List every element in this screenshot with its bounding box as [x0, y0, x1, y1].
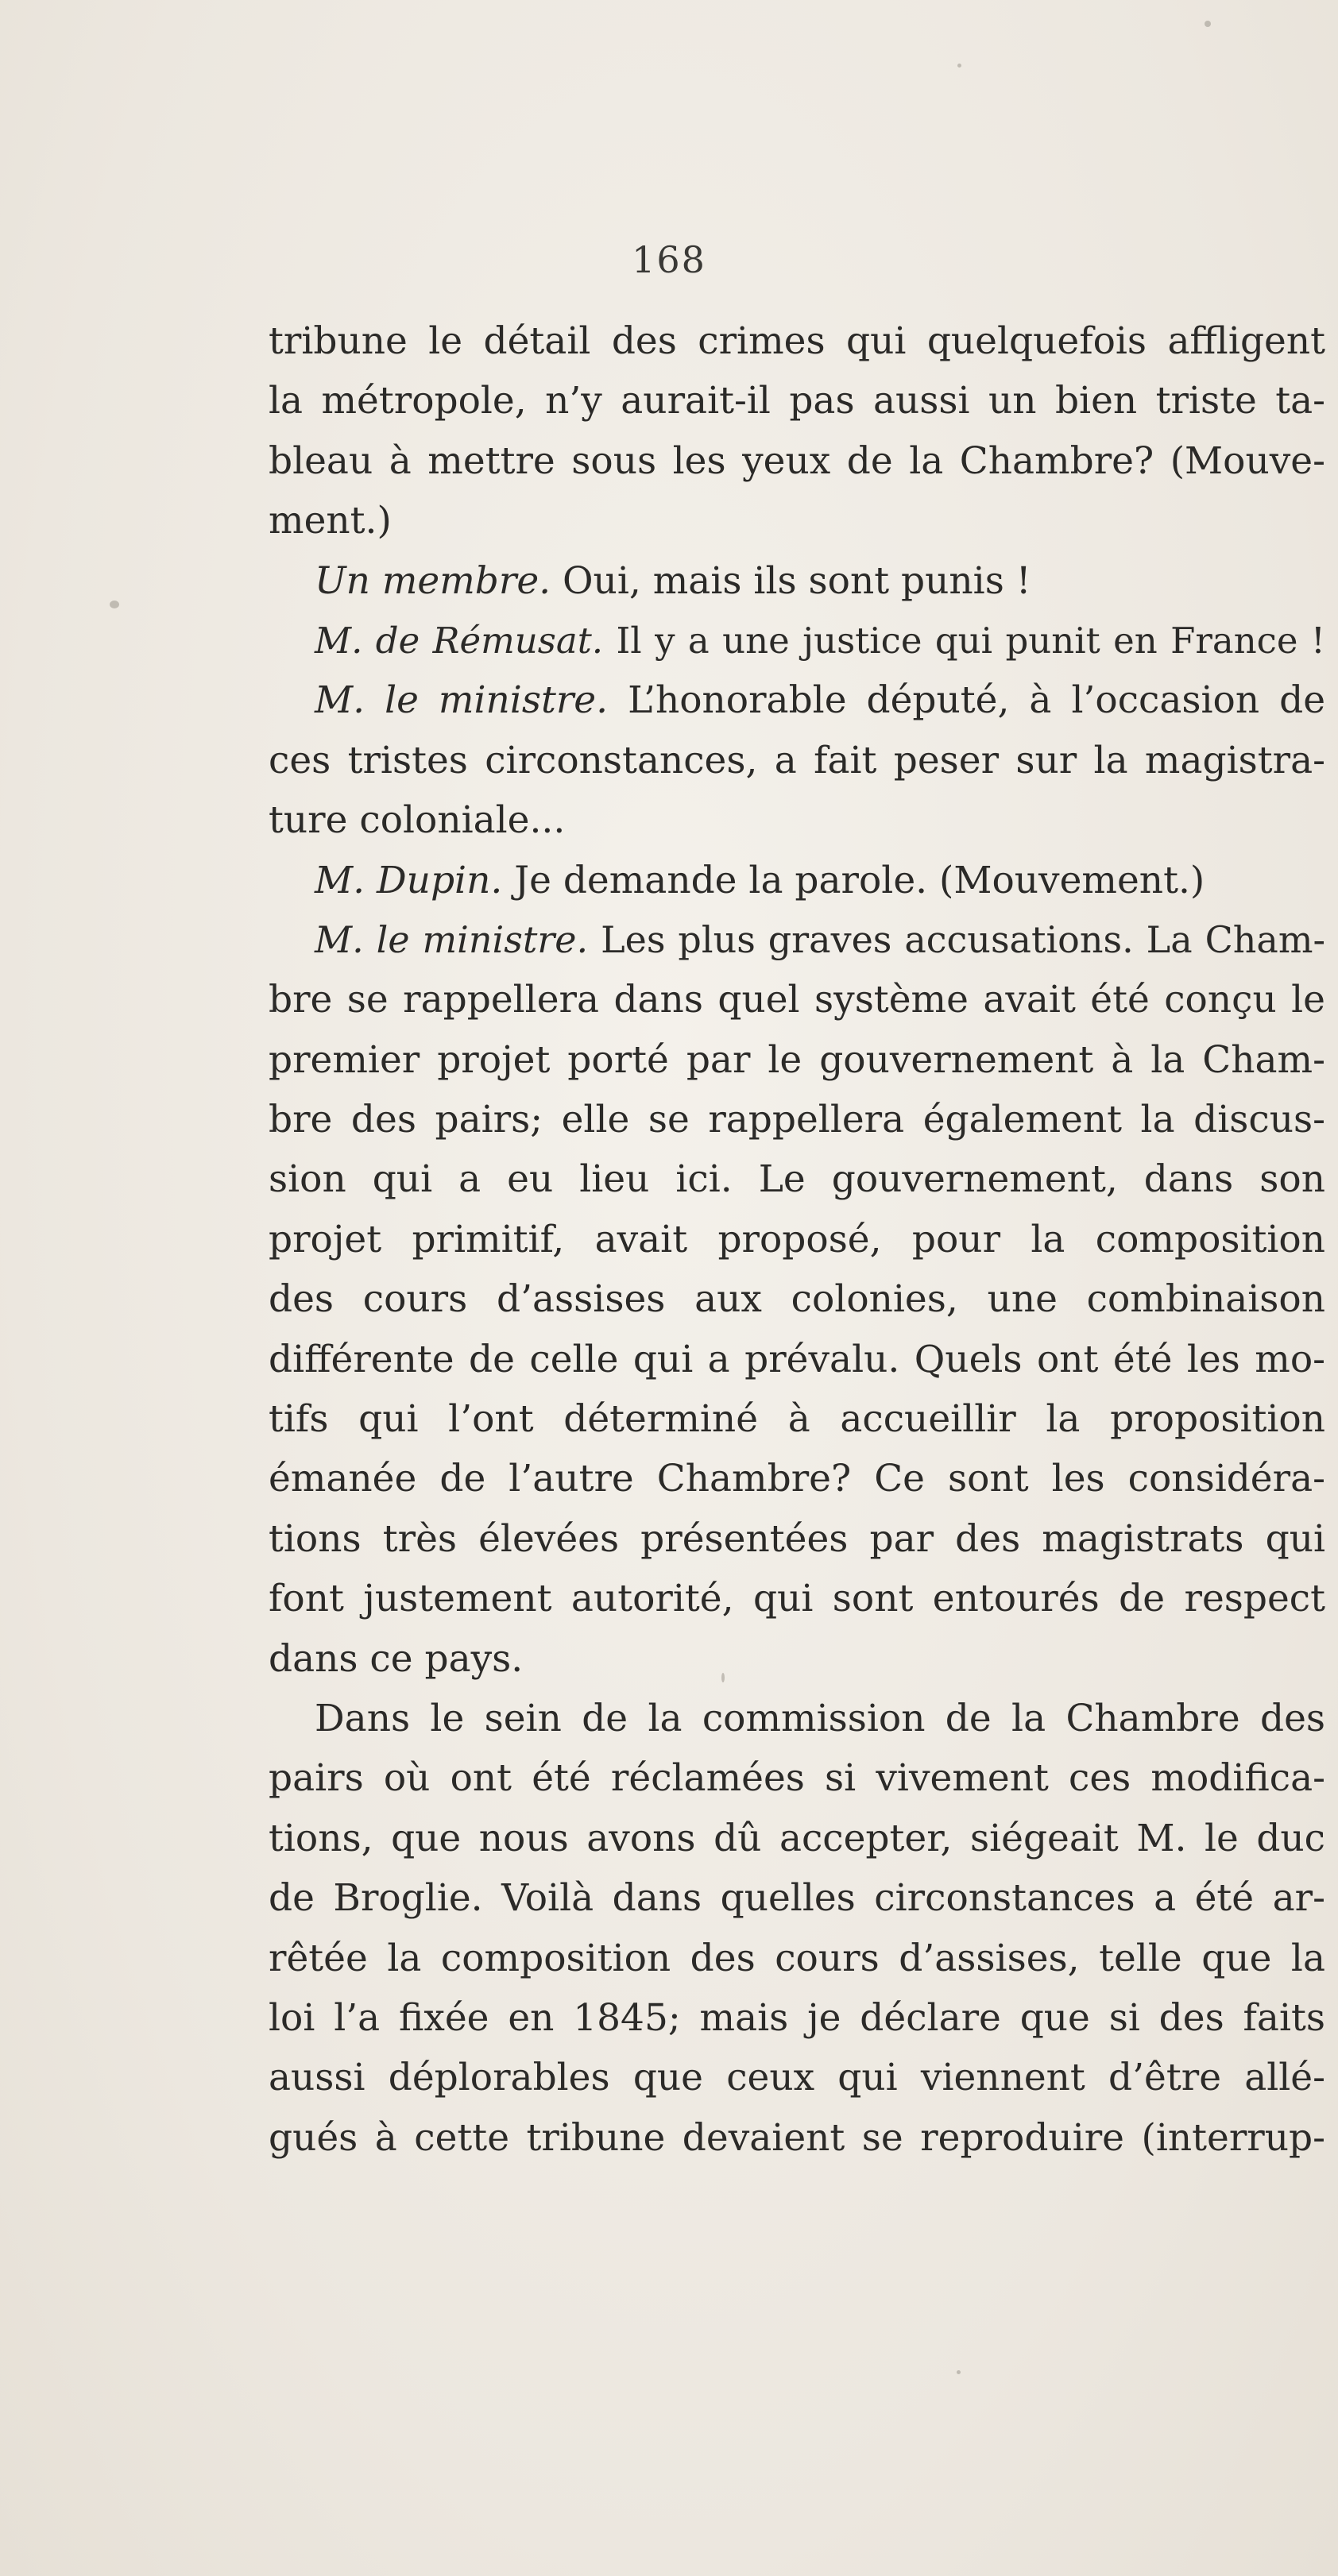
line-text: la métropole, n’y aurait-il pas aussi un bien triste ta- [269, 379, 1325, 423]
text-line [269, 1449, 1325, 1508]
text-line [269, 1030, 1325, 1090]
speaker-name: M. Dupin. [315, 858, 503, 902]
line-text: différente de celle qui a prévalu. Quels ont été les mo- [269, 1337, 1325, 1381]
speaker-name: M. de Rémusat. [315, 619, 604, 662]
text-line [269, 910, 1325, 970]
text-line [269, 790, 1325, 850]
text-line [269, 1090, 1325, 1149]
line-text: Il y a une justice qui punit en France ! [603, 619, 1325, 662]
paper-speck [957, 64, 961, 68]
paper-speck [1205, 21, 1211, 27]
line-text: ces tristes circonstances, a fait peser sur la magistra- [269, 738, 1325, 782]
text-line [269, 1389, 1325, 1449]
text-line [269, 1748, 1325, 1808]
text-line [269, 551, 1325, 611]
line-text: Les plus graves accusations. La Cham- [588, 917, 1325, 961]
line-text: bre des pairs; elle se rappellera également la discus- [269, 1098, 1325, 1142]
text-line [269, 970, 1325, 1029]
line-text: aussi déplorables que ceux qui viennent d’être allé- [269, 2056, 1325, 2100]
line-text: loi l’a fixée en 1845; mais je déclare que si des faits [269, 1995, 1325, 2040]
text-line [269, 311, 1325, 371]
text-line [269, 491, 1325, 550]
speaker-name: M. le ministre. [315, 678, 609, 723]
text-line [269, 1509, 1325, 1569]
line-text: projet primitif, avait proposé, pour la composition [269, 1217, 1325, 1261]
line-text: de Broglie. Voilà dans quelles circonstances a été ar- [269, 1876, 1325, 1921]
text-line [269, 851, 1325, 910]
line-text: tifs qui l’ont déterminé à accueillir la proposition [269, 1397, 1325, 1442]
line-text: tribune le détail des crimes qui quelquefois affligent [269, 319, 1325, 363]
text-line [269, 1929, 1325, 1988]
text-line [269, 1988, 1325, 2048]
line-text: ment.) [269, 499, 392, 543]
line-text: bre se rappellera dans quel système avait été conçu le [269, 978, 1325, 1022]
text-line [269, 431, 1325, 491]
paper-speck [957, 2370, 961, 2374]
text-line [269, 1868, 1325, 1928]
text-line [269, 1569, 1325, 1628]
line-text: rêtée la composition des cours d’assises, telle que la [269, 1936, 1325, 1980]
line-text: dans ce pays. [269, 1636, 524, 1681]
line-text: gués à cette tribune devaient se reproduire (interrup- [269, 2115, 1325, 2160]
line-text: Oui, mais ils sont punis ! [551, 558, 1031, 603]
paper-speck [721, 1673, 725, 1682]
line-text: tions, que nous avons dû accepter, siégeait M. le duc [269, 1816, 1325, 1860]
text-line [269, 1149, 1325, 1209]
line-text: pairs où ont été réclamées si vivement ces modifica- [269, 1756, 1325, 1801]
line-text: tions très élevées présentées par des magistrats qui [269, 1516, 1325, 1561]
speaker-name: M. le ministre. [315, 917, 589, 961]
text-line [269, 1689, 1325, 1748]
paper-speck [110, 601, 119, 608]
line-text: ture coloniale... [269, 798, 566, 843]
text-line [269, 670, 1325, 730]
text-line [269, 611, 1325, 670]
text-line [269, 731, 1325, 790]
line-text: premier projet porté par le gouvernement à la Cham- [269, 1037, 1325, 1082]
text-line [269, 1809, 1325, 1868]
line-text: L’honorable député, à l’occasion de [608, 678, 1326, 723]
text-line [269, 1210, 1325, 1269]
line-text: Dans le sein de la commission de la Chambre des [315, 1696, 1325, 1740]
line-text: émanée de l’autre Chambre? Ce sont les considéra- [269, 1457, 1325, 1501]
text-line [269, 1269, 1325, 1329]
line-text: des cours d’assises aux colonies, une combinaison [269, 1277, 1325, 1322]
text-line [269, 2048, 1325, 2107]
text-block [269, 311, 1325, 2168]
text-line [269, 371, 1325, 431]
text-line [269, 1629, 1325, 1689]
line-text: font justement autorité, qui sont entourés de respect [269, 1577, 1325, 1621]
line-text: Je demande la parole. (Mouvement.) [502, 858, 1205, 902]
page-number: 168 [632, 238, 706, 281]
text-line [269, 2108, 1325, 2168]
line-text: bleau à mettre sous les yeux de la Chambre? (Mouve- [269, 438, 1325, 483]
speaker-name: Un membre. [315, 558, 551, 603]
text-line [269, 1330, 1325, 1389]
line-text: sion qui a eu lieu ici. Le gouvernement, dans son [269, 1157, 1325, 1202]
